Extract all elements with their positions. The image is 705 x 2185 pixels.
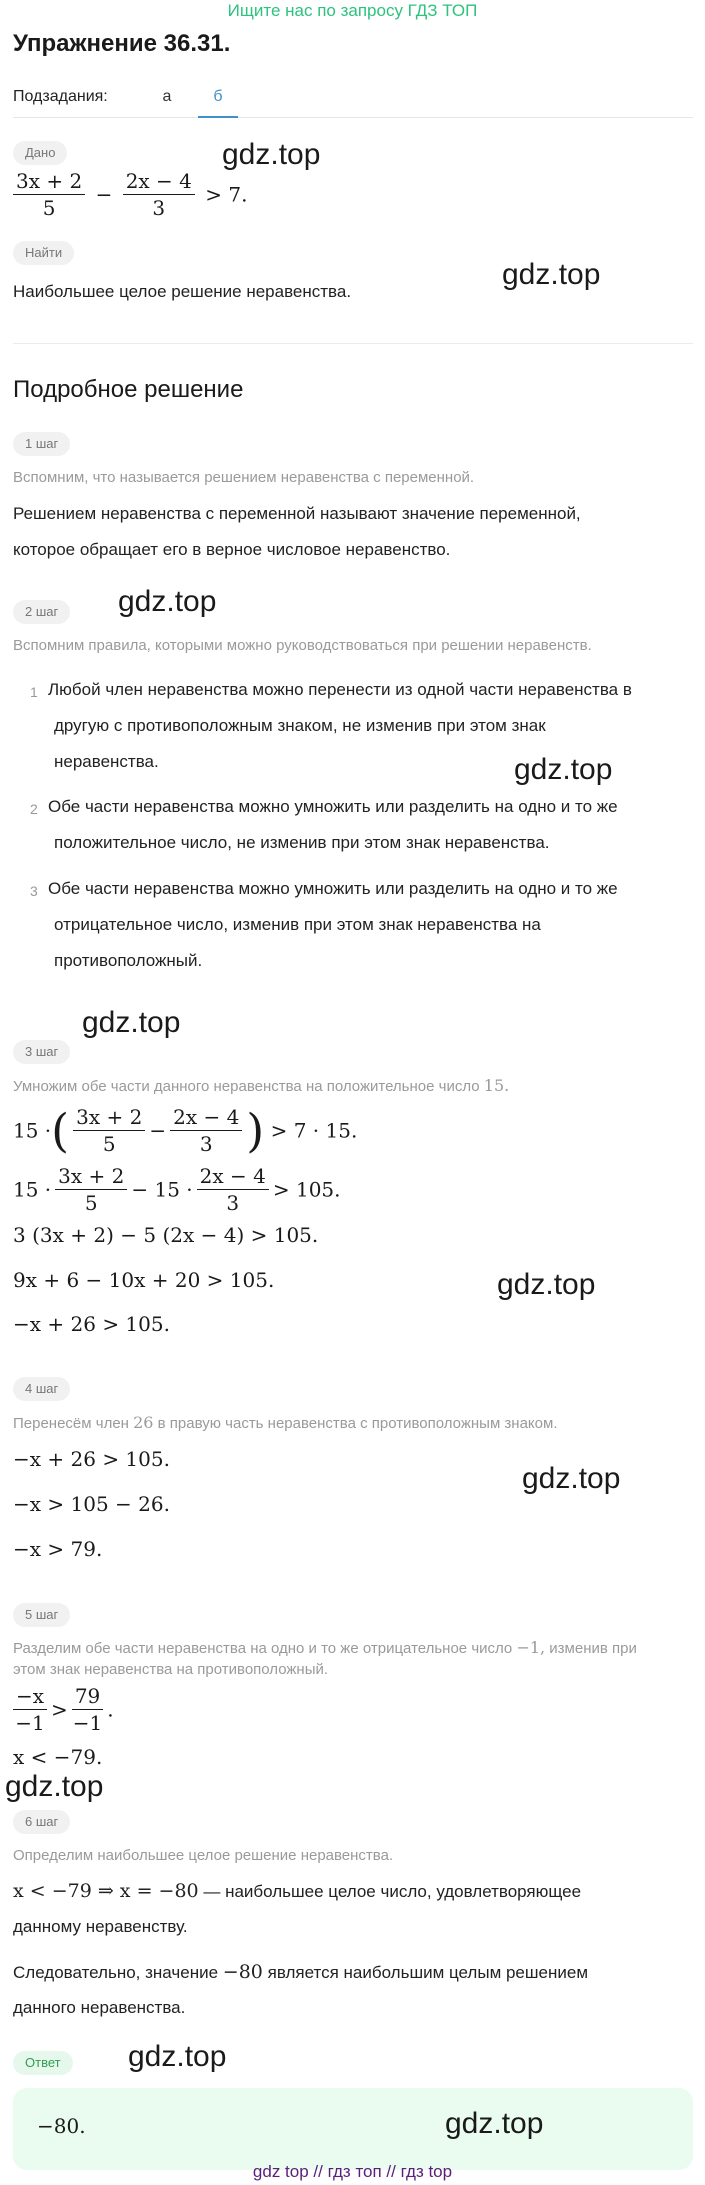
watermark: gdz.top — [82, 1006, 181, 1039]
step5-hint-line2: этом знак неравенства на противоположный. — [13, 1661, 329, 1678]
answer-value: −80. — [37, 2114, 86, 2138]
step6-line2: данному неравенству. — [13, 1917, 188, 1936]
step3-eq4: 9x + 6 − 10x + 20 > 105. — [13, 1268, 275, 1292]
step4-hint: Перенесём член 26 в правую часть неравенства с противоположным знаком. — [13, 1413, 558, 1432]
answer-box — [13, 2088, 693, 2170]
subtasks-bar — [13, 84, 693, 118]
watermark: gdz.top — [128, 2040, 227, 2073]
step1-line2: которое обращает его в верное числовое неравенство. — [13, 540, 451, 559]
find-chip: Найти — [13, 241, 74, 265]
watermark: gdz.top — [502, 258, 601, 291]
tab-a[interactable]: а — [162, 88, 172, 105]
subtasks-label: Подзадания: — [13, 88, 108, 105]
step5-eq1: $\frac{-x}{-1}$ > $\frac{79}{-1}$ . — [13, 1683, 114, 1736]
step4-chip: 4 шаг — [13, 1377, 70, 1401]
rule2-number: 2 — [30, 801, 38, 817]
step1-line1: Решением неравенства с переменной называют значение переменной, — [13, 504, 581, 523]
given-chip: Дано — [13, 141, 67, 165]
watermark: gdz.top — [514, 753, 613, 786]
rule2-line2: положительное число, не изменив при этом знак неравенства. — [54, 833, 550, 852]
rule3-line2: отрицательное число, изменив при этом знак неравенства на — [54, 915, 541, 934]
step1-hint: Вспомним, что называется решением неравенства с переменной. — [13, 469, 475, 486]
find-text: Наибольшее целое решение неравенства. — [13, 282, 352, 301]
watermark: gdz.top — [5, 1770, 104, 1803]
step6-hint: Определим наибольшее целое решение неравенства. — [13, 1847, 394, 1864]
rule1-line1: Любой член неравенства можно перенести из одной части неравенства в — [48, 680, 632, 699]
rule3-number: 3 — [30, 883, 38, 899]
step4-eq1: −x + 26 > 105. — [13, 1447, 170, 1471]
watermark: gdz.top — [445, 2107, 544, 2140]
watermark: gdz.top — [222, 138, 321, 171]
step2-hint: Вспомним правила, которыми можно руководствоваться при решении неравенств. — [13, 637, 592, 654]
watermark: gdz.top — [118, 585, 217, 618]
rule2-line1: Обе части неравенства можно умножить или разделить на одно и то же — [48, 797, 618, 816]
step4-eq2: −x > 105 − 26. — [13, 1492, 170, 1516]
divider — [13, 343, 693, 344]
rule3-line3: противоположный. — [54, 951, 203, 970]
step2-chip: 2 шаг — [13, 600, 70, 624]
answer-chip: Ответ — [13, 2051, 73, 2075]
tab-b[interactable]: б — [198, 88, 238, 118]
solution-title: Подробное решение — [13, 376, 244, 403]
step3-eq1: 15 ·( $\frac{3x + 2}{5}$ − $\frac{2x - 4}{3}$ ) > 7 · 15. — [13, 1103, 358, 1158]
given-expression: $\frac{3x + 2}{5}$ − $\frac{2x - 4}{3}$ > 7. — [13, 168, 247, 221]
watermark: gdz.top — [522, 1462, 621, 1495]
watermark: gdz.top — [497, 1268, 596, 1301]
step6-line1: x < −79 ⇒ x = −80 — наибольшее целое число, удовлетворяющее — [13, 1880, 582, 1902]
step3-hint: Умножим обе части данного неравенства на положительное число 15. — [13, 1076, 510, 1095]
step3-eq3: 3 (3x + 2) − 5 (2x − 4) > 105. — [13, 1223, 319, 1247]
step4-eq3: −x > 79. — [13, 1537, 103, 1561]
rule1-number: 1 — [30, 684, 38, 700]
rule1-line3: неравенства. — [54, 752, 159, 771]
step5-eq2: x < −79. — [13, 1745, 103, 1769]
step3-chip: 3 шаг — [13, 1040, 70, 1064]
rule1-line2: другую с противоположным знаком, не изменив при этом знак — [54, 716, 546, 735]
page-title: Упражнение 36.31. — [13, 30, 231, 57]
step6-chip: 6 шаг — [13, 1810, 70, 1834]
step5-hint-line1: Разделим обе части неравенства на одно и то же отрицательное число −1, изменив при — [13, 1638, 637, 1657]
step6-line3: Следовательно, значение −80 является наибольшим целым решением — [13, 1961, 589, 1983]
rule3-line1: Обе части неравенства можно умножить или разделить на одно и то же — [48, 879, 618, 898]
search-banner[interactable]: Ищите нас по запросу ГДЗ ТОП — [227, 1, 478, 20]
step3-eq5: −x + 26 > 105. — [13, 1312, 170, 1336]
footer-links[interactable]: gdz top // гдз топ // гдз top — [252, 2162, 453, 2181]
step3-eq2: 15 · $\frac{3x + 2}{5}$ − 15 · $\frac{2x - 4}{3}$ > 105. — [13, 1164, 341, 1215]
step5-chip: 5 шаг — [13, 1603, 70, 1627]
step1-chip: 1 шаг — [13, 432, 70, 456]
step6-line4: данного неравенства. — [13, 1998, 186, 2017]
